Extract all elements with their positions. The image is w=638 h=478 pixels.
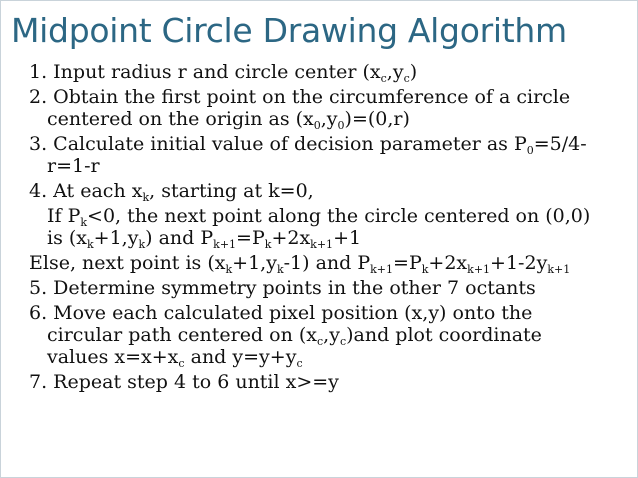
- step-5: 5. Determine symmetry points in the other 7 octants: [29, 277, 536, 299]
- algorithm-steps: [29, 61, 629, 396]
- step-3: 3. Calculate initial value of decision parameter as $P_0=5/4-$ r=1-r: [29, 133, 587, 177]
- step-4: 4. At each $x_k$, starting at k=0,: [29, 180, 314, 204]
- slide-title: Midpoint Circle Drawing Algorithm: [11, 11, 567, 50]
- step-6: 6. Move each calculated pixel position (x,y) onto the circular path centered on $(x_c,y_c)and$ plot coordinate values $x=x+x_c$ and $y=y+y_c$: [29, 302, 542, 370]
- step-4-if-branch: If $P_k<0$, the next point along the circle centered on (0,0) is $(x_k+1,y_k)$ and $P_{k+1}=P_k+2x_{k+1}+1$: [47, 205, 591, 251]
- step-2: 2. Obtain the first point on the circumference of a circle centered on the origin as $(x_0,y_0)=(0,r)$: [29, 86, 571, 132]
- step-4-else-branch: Else, next point is $(x_k+1,y_k-1)$ and $P_{k+1}=P_k+2x_{k+1}+1-2y_{k+1}$: [29, 252, 571, 276]
- step-1: 1. Input radius r and circle center $(x_c,y_c)$: [29, 61, 418, 85]
- step-7: 7. Repeat step 4 to 6 until x>=y: [29, 371, 339, 393]
